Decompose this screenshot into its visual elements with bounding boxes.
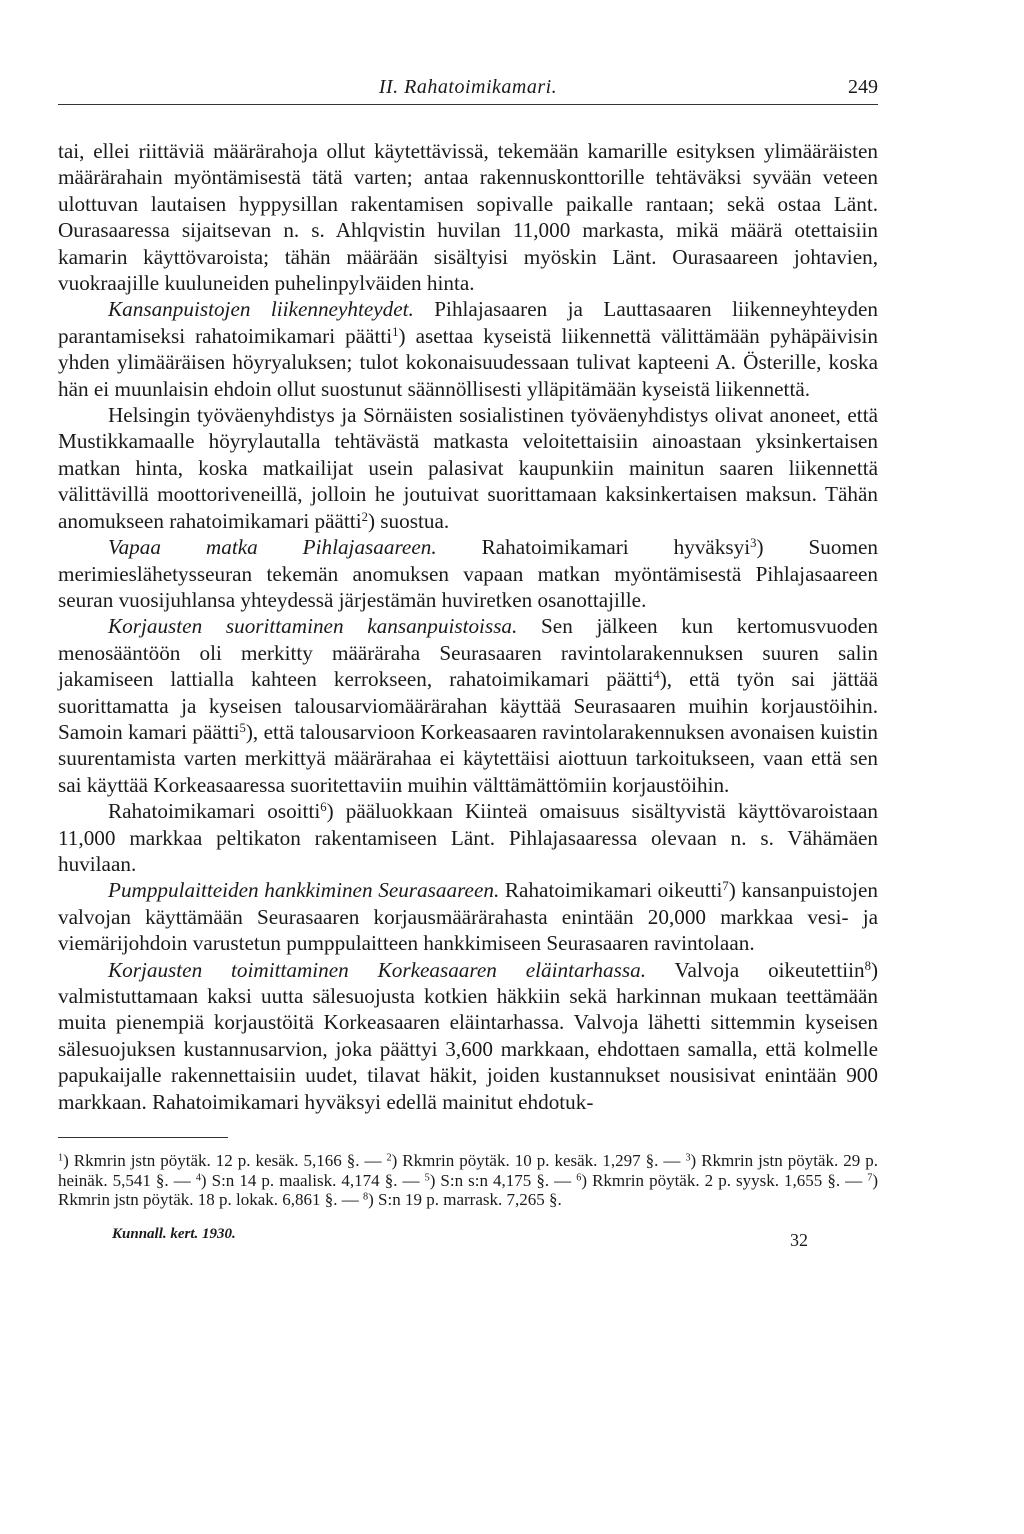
footnote-number: 2 xyxy=(386,1152,392,1164)
running-title: II. Rahatoimikamari. xyxy=(378,76,558,98)
section-heading: Vapaa matka Pihlajasaareen. xyxy=(108,535,437,560)
footnote-ref: 3 xyxy=(750,536,757,551)
footnote-ref: 8 xyxy=(864,958,871,973)
footnote-text: ) Rkmrin jstn pöytäk. 12 p. kesäk. 5,166 §. — xyxy=(63,1151,387,1170)
body-text xyxy=(58,138,878,1115)
footnote-number: 5 xyxy=(424,1171,430,1183)
paragraph-text: Valvoja oikeutettiin xyxy=(646,957,865,982)
footnote-text: ) Rkmrin jstn pöytäk. 18 p. lokak. 6,861 §. — xyxy=(58,1170,879,1209)
footnote-ref: 7 xyxy=(722,879,729,894)
paragraph-7 xyxy=(58,877,878,956)
footnote-ref: 6 xyxy=(320,800,327,815)
footnote-number: 1 xyxy=(58,1152,64,1164)
footnote-text: ) Rkmrin pöytäk. 2 p. syysk. 1,655 §. — xyxy=(581,1170,868,1190)
paragraph-5 xyxy=(58,613,878,798)
paragraph-text: Pihlajasaaren ja Lauttasaaren liikenneyhteyden parantamiseksi rahatoimikamari päätti xyxy=(58,297,878,348)
footnote-text: ) S:n 19 p. marrask. 7,265 §. xyxy=(368,1190,562,1209)
header-rule xyxy=(58,104,878,105)
section-heading: Korjausten toimittaminen Korkeasaaren eläintarhassa. xyxy=(108,957,647,982)
footnote-number: 6 xyxy=(576,1171,582,1183)
paragraph-text: Helsingin työväenyhdistys ja Sörnäisten sosialistinen työväenyhdistys olivat anoneet, että Mustikkamaalle höyrylautalla tehtävästä matkasta veloitettaisiin ainoastaan yksinkertaisen matkan hinta, koska matkailijat usein palasivat kaupunkiin mainitun saaren liikennettä välittävillä moottoriveneillä, jolloin he joutuivat suorittamaan kaksinkertaisen maksun. Tähän anomukseen rahatoimikamari päätti xyxy=(58,403,878,533)
footnote-number: 4 xyxy=(195,1171,201,1183)
paragraph-text: ), että talousarvioon Korkeasaaren ravintolarakennuksen avonaisen kuistin suurentamista varten merkittyä määrärahaa ei käytettäisi aiottuun tarkoitukseen, vaan että sen sai käyttää Korkeasaaressa suoritettaviin muihin välttämättömiin korjaustöihin. xyxy=(58,719,878,797)
footnote-number: 3 xyxy=(685,1152,691,1164)
section-heading: Pumppulaitteiden hankkiminen Seurasaareen. xyxy=(108,878,500,903)
section-heading: Kansanpuistojen liikenneyhteydet. xyxy=(108,297,414,322)
paragraph-text: Sen jälkeen kun kertomusvuoden menosääntöön oli merkitty määräraha Seurasaaren ravintolarakennuksen suuren salin jakamiseen lattialla kahteen kerrokseen, rahatoimikamari päätti xyxy=(58,614,878,692)
paragraph-text: Rahatoimikamari osoitti xyxy=(108,799,321,824)
paragraph-text: ) valmistuttamaan kaksi uutta sälesuojusta kotkien häkkiin sekä harkinnan mukaan teettämään muita pienempiä korjaustöitä Korkeasaaren eläintarhassa. Valvoja lähetti sittemmin kyseisen sälesuojuksen kustannusarvion, joka päättyi 3,600 markkaan, ehdottaen samalla, että kolmelle papukaijalle rakennettaisiin uudet, tilavat häkit, joiden kustannukset nousisivat enintään 900 markkaan. Rahatoimikamari hyväksyi edellä mainitut ehdotuk- xyxy=(58,957,879,1114)
paragraph-text: ) asettaa kyseistä liikennettä välittämään pyhäpäivisin yhden ylimääräisen höyryaluksen; tulot kokonaisuudessaan tulivat kapteeni A. Österille, koska hän ei muunlaisin ehdoin ollut suostunut säännöllisesti ylläpitämään kyseistä liikennettä. xyxy=(58,323,878,401)
footnote-number: 8 xyxy=(363,1191,369,1203)
footnote-block xyxy=(58,1151,878,1210)
paragraph-text: ) Suomen merimieslähetysseuran tekemän anomuksen vapaan matkan myöntämisestä Pihlajasaareen seuran vuosijuhlansa yhteydessä järjestämän huviretken osanottajille. xyxy=(58,535,878,612)
page-number: 249 xyxy=(848,76,878,98)
paragraph-4 xyxy=(58,534,878,613)
footnote-text: ) S:n s:n 4,175 §. — xyxy=(429,1170,577,1190)
paragraph-text: Rahatoimikamari hyväksyi xyxy=(436,535,751,560)
paragraph-6 xyxy=(58,798,878,877)
sheet-number: 32 xyxy=(790,1230,808,1250)
footnote-ref: 1 xyxy=(392,324,399,339)
footnote-number: 7 xyxy=(867,1171,873,1183)
paragraph-8 xyxy=(58,957,878,1115)
paragraph-text: ) suostua. xyxy=(367,508,450,533)
printer-signature: Kunnall. kert. 1930. xyxy=(112,1226,236,1242)
footnote-text: ) Rkmrin jstn pöytäk. 29 p. heinäk. 5,541 §. — xyxy=(58,1151,878,1190)
paragraph-2 xyxy=(58,296,878,402)
footnote-text: ) Rkmrin pöytäk. 10 p. kesäk. 1,297 §. — xyxy=(391,1151,686,1170)
section-heading: Korjausten suorittaminen kansanpuistoissa. xyxy=(108,614,518,639)
footnote-ref: 4 xyxy=(653,668,660,683)
footnotes xyxy=(58,1151,878,1210)
page-header xyxy=(58,76,878,100)
footnote-rule xyxy=(58,1137,228,1138)
paragraph-text: ), että työn sai jättää suorittamatta ja kyseisen talousarviomäärärahan käyttää Seurasaaren muihin korjaustöihin. Samoin kamari päätti xyxy=(58,667,879,744)
paragraph-1: tai, ellei riittäviä määrärahoja ollut käytettävissä, tekemään kamarille esityksen ylimääräisten määrärahain myöntämisestä tätä varten; antaa rakennuskonttorille tehtäväksi syvään veteen ulottuvan lautaisen hyppysillan rakentamisen sopivalle paikalle rantaan; sekä ostaa Länt. Ourasaaressa sijaitsevan n. s. Ahlqvistin huvilan 11,000 markasta, mikä määrä otettaisiin kamarin käyttövaroista; tähän määrään sisältyisi myöskin Länt. Ourasaareen johtavien, vuokraajille kuuluneiden puhelinpylväiden hinta. xyxy=(58,139,878,296)
paragraph-text: ) pääluokkaan Kiinteä omaisuus sisältyvistä käyttövaroistaan 11,000 markkaa peltikaton rakentamiseen Länt. Pihlajasaaressa olevaan n. s. Vähämäen huvilaan. xyxy=(58,799,878,876)
footnote-ref: 5 xyxy=(239,720,246,735)
paragraph-text: ) kansanpuistojen valvojan käyttämään Seurasaaren korjausmäärärahasta enintään 20,000 markkaa vesi- ja viemärijohdoin varustetun pumppulaitteen hankkimiseen Seurasaaren ravintolaan. xyxy=(58,878,879,956)
paragraph-3 xyxy=(58,402,878,534)
footnote-text: ) S:n 14 p. maalisk. 4,174 §. — xyxy=(200,1170,425,1190)
paragraph-text: Rahatoimikamari oikeutti xyxy=(499,878,723,903)
footnote-ref: 2 xyxy=(361,509,368,524)
